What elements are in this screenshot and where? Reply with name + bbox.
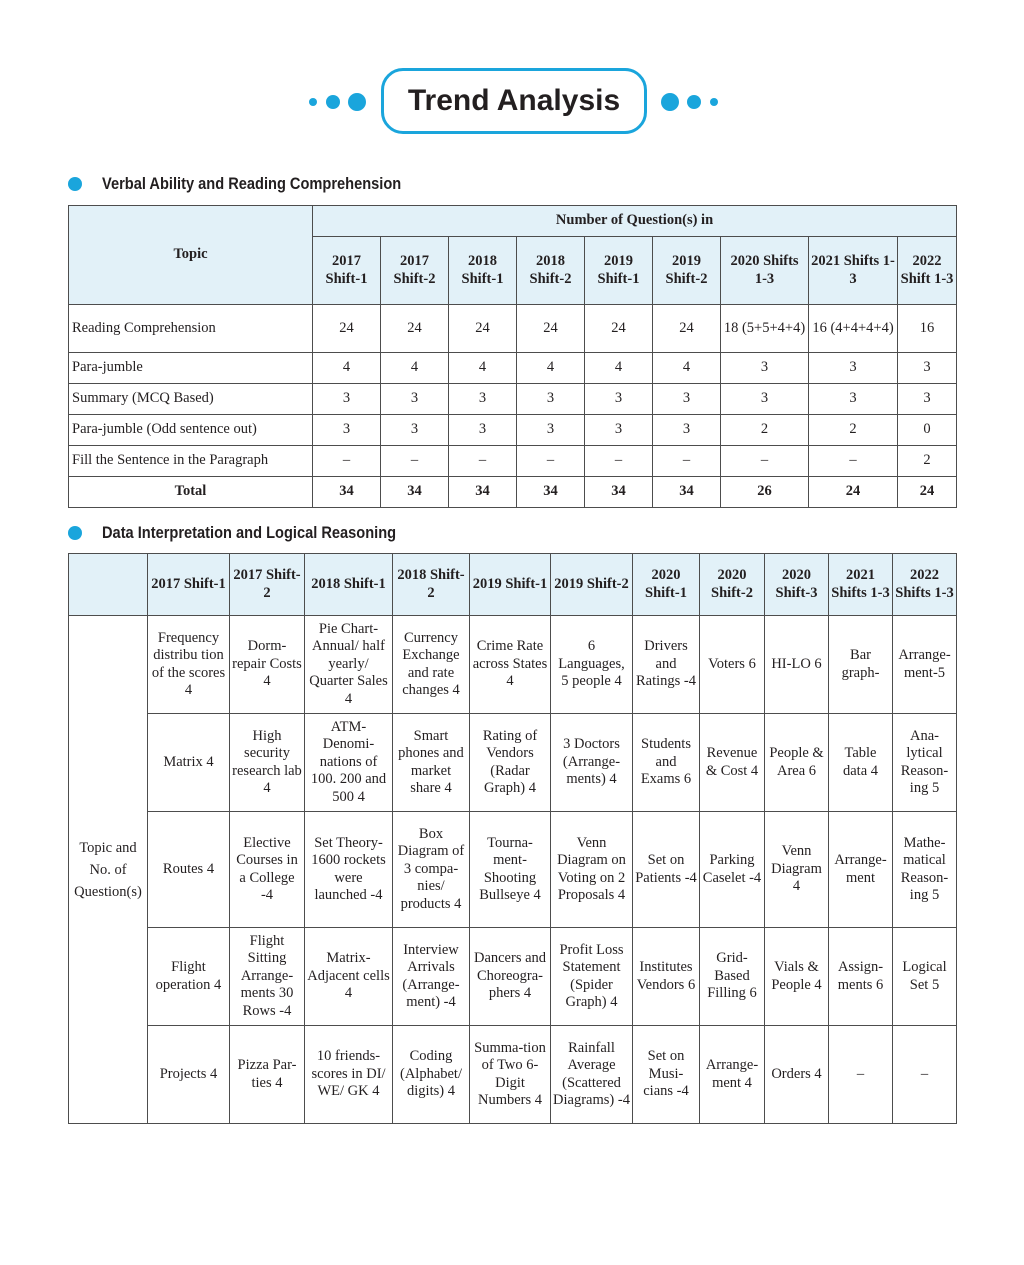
value-cell: 3 [517,415,585,446]
value-cell: 3 [585,415,653,446]
column-header: 2021 Shifts 1-3 [809,237,898,305]
column-header: 2019 Shift-1 [585,237,653,305]
section-title: Data Interpretation and Logical Reasoning [102,523,397,542]
value-cell: 3 [517,384,585,415]
topic-cell: Projects 4 [148,1026,230,1124]
column-header: 2020 Shifts 1-3 [721,237,809,305]
topic-cell: Arrange-ment [829,812,893,928]
topic-cell: Set Theory-1600 rockets were launched -4 [305,812,393,928]
bullet-icon [68,177,82,191]
value-cell: 4 [449,353,517,384]
topic-cell: Pie Chart-Annual/ half yearly/ Quarter Sales 4 [305,616,393,714]
topic-cell: Assign-ments 6 [829,928,893,1026]
topic-cell: 10 friends-scores in DI/ WE/ GK 4 [305,1026,393,1124]
topic-cell: Ana-lytical Reason-ing 5 [893,714,957,812]
topic-cell: Students and Exams 6 [633,714,700,812]
topic-cell: Set on Patients -4 [633,812,700,928]
topic-cell: People & Area 6 [765,714,829,812]
dilr-table [68,553,957,1124]
table-row [69,384,957,415]
value-cell: 3 [381,384,449,415]
total-cell: 26 [721,477,809,508]
column-header: 2020 Shift-2 [700,554,765,616]
value-cell: 16 (4+4+4+4) [809,305,898,353]
topic-cell: Profit Loss Statement (Spider Graph) 4 [551,928,633,1026]
value-cell: 18 (5+5+4+4) [721,305,809,353]
table-row [69,305,957,353]
value-cell: 3 [809,353,898,384]
value-cell: 3 [449,415,517,446]
topic-cell: 3 Doctors (Arrange-ments) 4 [551,714,633,812]
topic-cell: Tourna-ment-Shooting Bullseye 4 [470,812,551,928]
topic-cell: Venn Diagram 4 [765,812,829,928]
topic-cell: Table data 4 [829,714,893,812]
topic-header: Topic [69,206,313,305]
topic-cell: Rating of Vendors (Radar Graph) 4 [470,714,551,812]
topic-cell: Parking Caselet -4 [700,812,765,928]
value-cell: 16 [898,305,957,353]
topic-cell: Pizza Par-ties 4 [230,1026,305,1124]
topic-cell: Vials & People 4 [765,928,829,1026]
value-cell: 24 [517,305,585,353]
total-cell: 34 [449,477,517,508]
topic-cell: Currency Exchange and rate changes 4 [393,616,470,714]
column-header: 2020 Shift-3 [765,554,829,616]
topic-cell: Mathe-matical Reason-ing 5 [893,812,957,928]
topic-cell: Coding (Alphabet/ digits) 4 [393,1026,470,1124]
column-header: 2021 Shifts 1-3 [829,554,893,616]
topic-cell: Set on Musi-cians -4 [633,1026,700,1124]
column-header: 2019 Shift-2 [653,237,721,305]
topic-cell: Dancers and Choreogra-phers 4 [470,928,551,1026]
title-banner [0,68,1024,136]
value-cell: 4 [381,353,449,384]
column-header: 2020 Shift-1 [633,554,700,616]
topic-cell: Summary (MCQ Based) [69,384,313,415]
column-header: 2022 Shifts 1-3 [893,554,957,616]
value-cell: 4 [585,353,653,384]
total-cell: 34 [517,477,585,508]
value-cell: 4 [313,353,381,384]
table-row [69,928,957,1026]
table-row [69,812,957,928]
total-cell: 34 [585,477,653,508]
topic-cell: Crime Rate across States 4 [470,616,551,714]
total-cell: 34 [381,477,449,508]
topic-cell: Drivers and Ratings -4 [633,616,700,714]
value-cell: – [721,446,809,477]
column-header: 2017 Shift-1 [148,554,230,616]
topic-cell: 6 Languages, 5 people 4 [551,616,633,714]
topic-cell: Arrange-ment 4 [700,1026,765,1124]
column-header: 2018 Shift-2 [517,237,585,305]
value-cell: 3 [653,415,721,446]
topic-cell: ATM-Denomi-nations of 100. 200 and 500 4 [305,714,393,812]
column-header: 2017 Shift-1 [313,237,381,305]
topic-cell: Flight operation 4 [148,928,230,1026]
total-cell: 24 [898,477,957,508]
value-cell: 3 [313,384,381,415]
topic-cell: Interview Arrivals (Arrange-ment) -4 [393,928,470,1026]
page-title: Trend Analysis [407,84,621,117]
topic-cell: Smart phones and market share 4 [393,714,470,812]
total-cell: 34 [653,477,721,508]
value-cell: 2 [721,415,809,446]
bullet-icon [68,526,82,540]
value-cell: 4 [653,353,721,384]
topic-cell: Box Diagram of 3 compa-nies/ products 4 [393,812,470,928]
topic-cell: – [893,1026,957,1124]
column-header: 2019 Shift-2 [551,554,633,616]
topic-cell: Summa-tion of Two 6-Digit Numbers 4 [470,1026,551,1124]
value-cell: – [585,446,653,477]
varc-table [68,205,957,508]
topic-cell: Orders 4 [765,1026,829,1124]
value-cell: 24 [313,305,381,353]
topic-cell: Voters 6 [700,616,765,714]
topic-cell: Routes 4 [148,812,230,928]
column-header: 2018 Shift-2 [393,554,470,616]
topic-cell: High security research lab 4 [230,714,305,812]
total-row [69,477,957,508]
table-row [69,1026,957,1124]
topic-cell: Bar graph- [829,616,893,714]
topic-cell: Matrix 4 [148,714,230,812]
title-box [381,68,647,134]
topic-cell: Institutes Vendors 6 [633,928,700,1026]
value-cell: – [809,446,898,477]
value-cell: – [653,446,721,477]
topic-cell: Elective Courses in a College -4 [230,812,305,928]
topic-side-label: Topic and No. of Question(s) [69,616,148,1124]
topic-cell: Reading Comprehension [69,305,313,353]
topic-cell: Para-jumble (Odd sentence out) [69,415,313,446]
topic-cell: Grid-Based Filling 6 [700,928,765,1026]
dot-decoration [326,95,340,109]
value-cell: 3 [721,353,809,384]
value-cell: 24 [449,305,517,353]
section-heading-dilr [68,523,444,543]
topic-cell: Dorm-repair Costs 4 [230,616,305,714]
topic-cell: HI-LO 6 [765,616,829,714]
dot-decoration [348,93,366,111]
total-cell: 34 [313,477,381,508]
table-row [69,415,957,446]
dot-decoration [687,95,701,109]
topic-cell: – [829,1026,893,1124]
value-cell: 3 [721,384,809,415]
value-cell: 3 [809,384,898,415]
topic-cell: Para-jumble [69,353,313,384]
column-header: 2019 Shift-1 [470,554,551,616]
column-header: 2017 Shift-2 [381,237,449,305]
total-label: Total [69,477,313,508]
value-cell: 3 [313,415,381,446]
value-cell: 24 [381,305,449,353]
table-row [69,616,957,714]
value-cell: – [313,446,381,477]
topic-cell: Fill the Sentence in the Paragraph [69,446,313,477]
header-row [69,554,957,616]
topic-cell: Venn Diagram on Voting on 2 Proposals 4 [551,812,633,928]
value-cell: 3 [898,384,957,415]
value-cell: 3 [585,384,653,415]
value-cell: 4 [517,353,585,384]
table-row [69,714,957,812]
topic-cell: Arrange-ment-5 [893,616,957,714]
column-header: 2018 Shift-1 [305,554,393,616]
corner-header [69,554,148,616]
dot-decoration [309,98,317,106]
value-cell: – [517,446,585,477]
value-cell: 2 [809,415,898,446]
group-header: Number of Question(s) in [313,206,957,237]
topic-cell: Rainfall Average (Scattered Diagrams) -4 [551,1026,633,1124]
topic-cell: Matrix-Adjacent cells 4 [305,928,393,1026]
value-cell: 24 [585,305,653,353]
value-cell: 3 [381,415,449,446]
section-heading-varc [68,174,450,194]
value-cell: 24 [653,305,721,353]
value-cell: 2 [898,446,957,477]
value-cell: 0 [898,415,957,446]
column-header: 2017 Shift-2 [230,554,305,616]
table-row [69,446,957,477]
value-cell: 3 [449,384,517,415]
topic-cell: Flight Sitting Arrange-ments 30 Rows -4 [230,928,305,1026]
topic-cell: Frequency distribu tion of the scores 4 [148,616,230,714]
value-cell: – [449,446,517,477]
table-row [69,353,957,384]
dot-decoration [710,98,718,106]
value-cell: 3 [898,353,957,384]
value-cell: 3 [653,384,721,415]
column-header: 2018 Shift-1 [449,237,517,305]
value-cell: – [381,446,449,477]
topic-cell: Logical Set 5 [893,928,957,1026]
topic-cell: Revenue & Cost 4 [700,714,765,812]
dot-decoration [661,93,679,111]
total-cell: 24 [809,477,898,508]
section-title: Verbal Ability and Reading Comprehension [102,174,402,193]
column-header: 2022 Shift 1-3 [898,237,957,305]
